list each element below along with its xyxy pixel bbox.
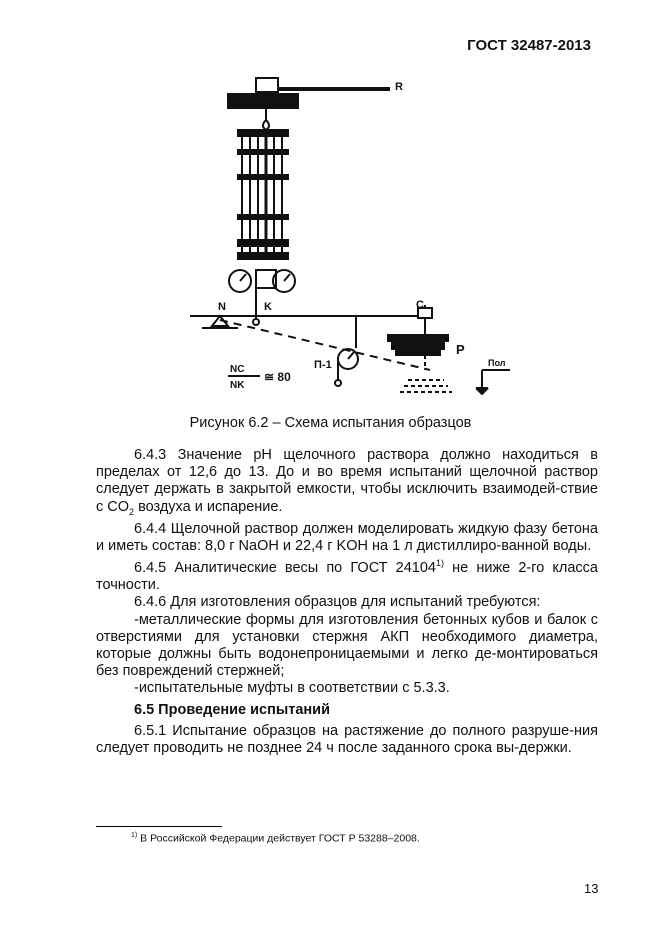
label-R: R	[395, 81, 403, 93]
label-pi1: П-1	[314, 359, 332, 371]
standard-header: ГОСТ 32487-2013	[467, 37, 591, 54]
body-text	[96, 447, 598, 757]
page-number: 13	[584, 881, 599, 896]
paragraph-6-4-6: 6.4.6 Для изготовления образцов для испытаний требуются:	[134, 594, 541, 611]
paragraph-6-5-1: 6.5.1 Испытание образцов на растяжение до полного разруше-ния следует проводить не позднее 24 ч после заданного срока вы-держки.	[96, 722, 598, 756]
ratio-numerator: NC	[230, 364, 245, 375]
label-P: P	[456, 342, 465, 357]
label-pol: Пол	[488, 358, 506, 368]
footnote: $^{1)}$ В Российской Федерации действует ГОСТ Р 53288–2008.	[131, 832, 420, 845]
figure-caption: Рисунок 6.2 – Схема испытания образцов	[189, 415, 472, 431]
ratio-denominator: NK	[230, 380, 245, 391]
label-N: N	[218, 301, 226, 313]
list-item: -испытательные муфты в соответствии с 5.3.3.	[134, 680, 450, 697]
ratio-value: ≅ 80	[264, 370, 291, 384]
section-heading: 6.5 Проведение испытаний	[134, 701, 331, 718]
label-K: K	[264, 301, 272, 313]
paragraph-6-4-4: 6.4.4 Щелочной раствор должен моделировать жидкую фазу бетона и иметь состав: 8,0 г NaOH и 22,4 г KOH на 1 л дистиллиро-ванной воды.	[96, 520, 598, 554]
test-scheme-figure	[180, 70, 520, 400]
list-item: -металлические формы для изготовления бетонных кубов и балок с отверстиями для установки стержня АКП необходимого диаметра, которые должны быть водонепроницаемыми и легко де-монтироваться без повреждений стержней;	[96, 611, 598, 680]
footnote-divider	[96, 826, 222, 827]
label-C: C	[416, 299, 424, 311]
paragraph-6-4-5: 6.4.5 Аналитические весы по ГОСТ 24104$^{1)}$ не ниже 2-го класса точности.	[96, 558, 598, 594]
paragraph-6-4-3: 6.4.3 Значение pH щелочного раствора должно находиться в пределах от 12,6 до 13. До и во время испытаний щелочной раствор следует держать в закрытой емкости, чтобы исключить взаимодей-ствие с $CO_2$ воздуха и испарение.	[96, 447, 598, 517]
